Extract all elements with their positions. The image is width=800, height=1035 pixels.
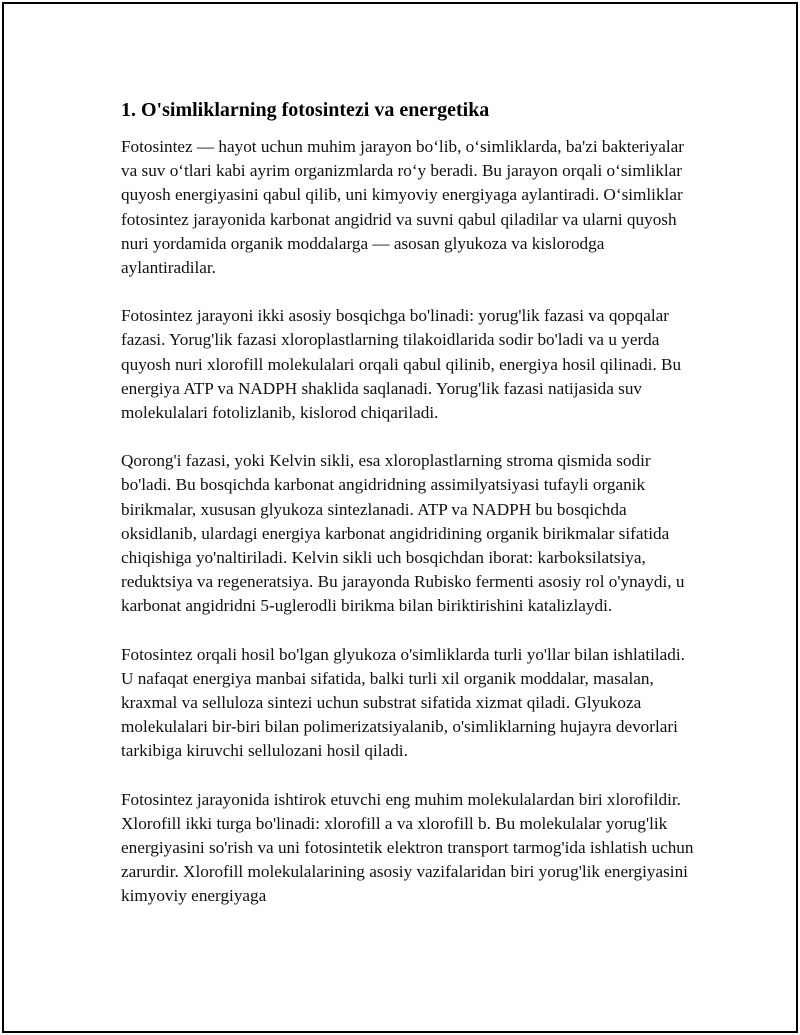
paragraph-3: Qorong'i fazasi, yoki Kelvin sikli, esa xloroplastlarning stroma qismida sodir bo'ladi. Bu bosqichda karbonat angidridning assimilyatsiyasi tufayli organik birikmalar, xususan glyukoza sintezlanadi. ATP va NADPH bu bosqichda oksidlanib, ulardagi energiya karbonat angidridining organik birikmalar sifatida chiqishiga yo'naltiriladi. Kelvin sikli uch bosqichdan iborat: karboksilatsiya, reduktsiya va regeneratsiya. Bu jarayonda Rubisko fermenti asosiy rol o'ynaydi, u karbonat angidridni 5-uglerodli birikma bilan biriktirishini katalizlaydi. <box>121 451 685 616</box>
document-body <box>121 96 696 933</box>
section-title: 1. O'simliklarning fotosintezi va energetika <box>121 99 490 121</box>
document-page <box>2 2 798 1033</box>
paragraph-1: Fotosintez — hayot uchun muhim jarayon bo‘lib, o‘simliklarda, ba'zi bakteriyalar va suv o‘tlari kabi ayrim organizmlarda ro‘y beradi. Bu jarayon orqali o‘simliklar quyosh energiyasini qabul qilib, uni kimyoviy energiyaga aylantiradi. O‘simliklar fotosintez jarayonida karbonat angidrid va suvni qabul qiladilar va ularni quyosh nuri yordamida organik moddalarga — asosan glyukoza va kislorodga aylantiradilar. <box>121 137 684 278</box>
paragraph-4: Fotosintez orqali hosil bo'lgan glyukoza o'simliklarda turli yo'llar bilan ishlatiladi. U nafaqat energiya manbai sifatida, balki turli xil organik moddalar, masalan, kraxmal va selluloza sintezi uchun substrat sifatida xizmat qiladi. Glyukoza molekulalari bir-biri bilan polimerizatsiyalanib, o'simliklarning hujayra devorlari tarkibiga kiruvchi sellulozani hosil qiladi. <box>121 644 685 761</box>
paragraph-5: Fotosintez jarayonida ishtirok etuvchi eng muhim molekulalardan biri xlorofildir. Xlorofill ikki turga bo'linadi: xlorofill a va xlorofill b. Bu molekulalar yorug'lik energiyasini so'rish va uni fotosintetik elektron transport tarmog'ida ishlatish uchun zarurdir. Xlorofill molekulalarining asosiy vazifalaridan biri yorug'lik energiyasini kimyoviy energiyaga <box>121 789 694 906</box>
paragraph-2: Fotosintez jarayoni ikki asosiy bosqichga bo'linadi: yorug'lik fazasi va qopqalar fazasi. Yorug'lik fazasi xloroplastlarning tilakoidlarida sodir bo'ladi va u yerda quyosh nuri xlorofill molekulalari orqali qabul qilinib, energiya hosil qilinadi. Bu energiya ATP va NADPH shaklida saqlanadi. Yorug'lik fazasi natijasida suv molekulalari fotolizlanib, kislorod chiqariladi. <box>121 306 682 423</box>
